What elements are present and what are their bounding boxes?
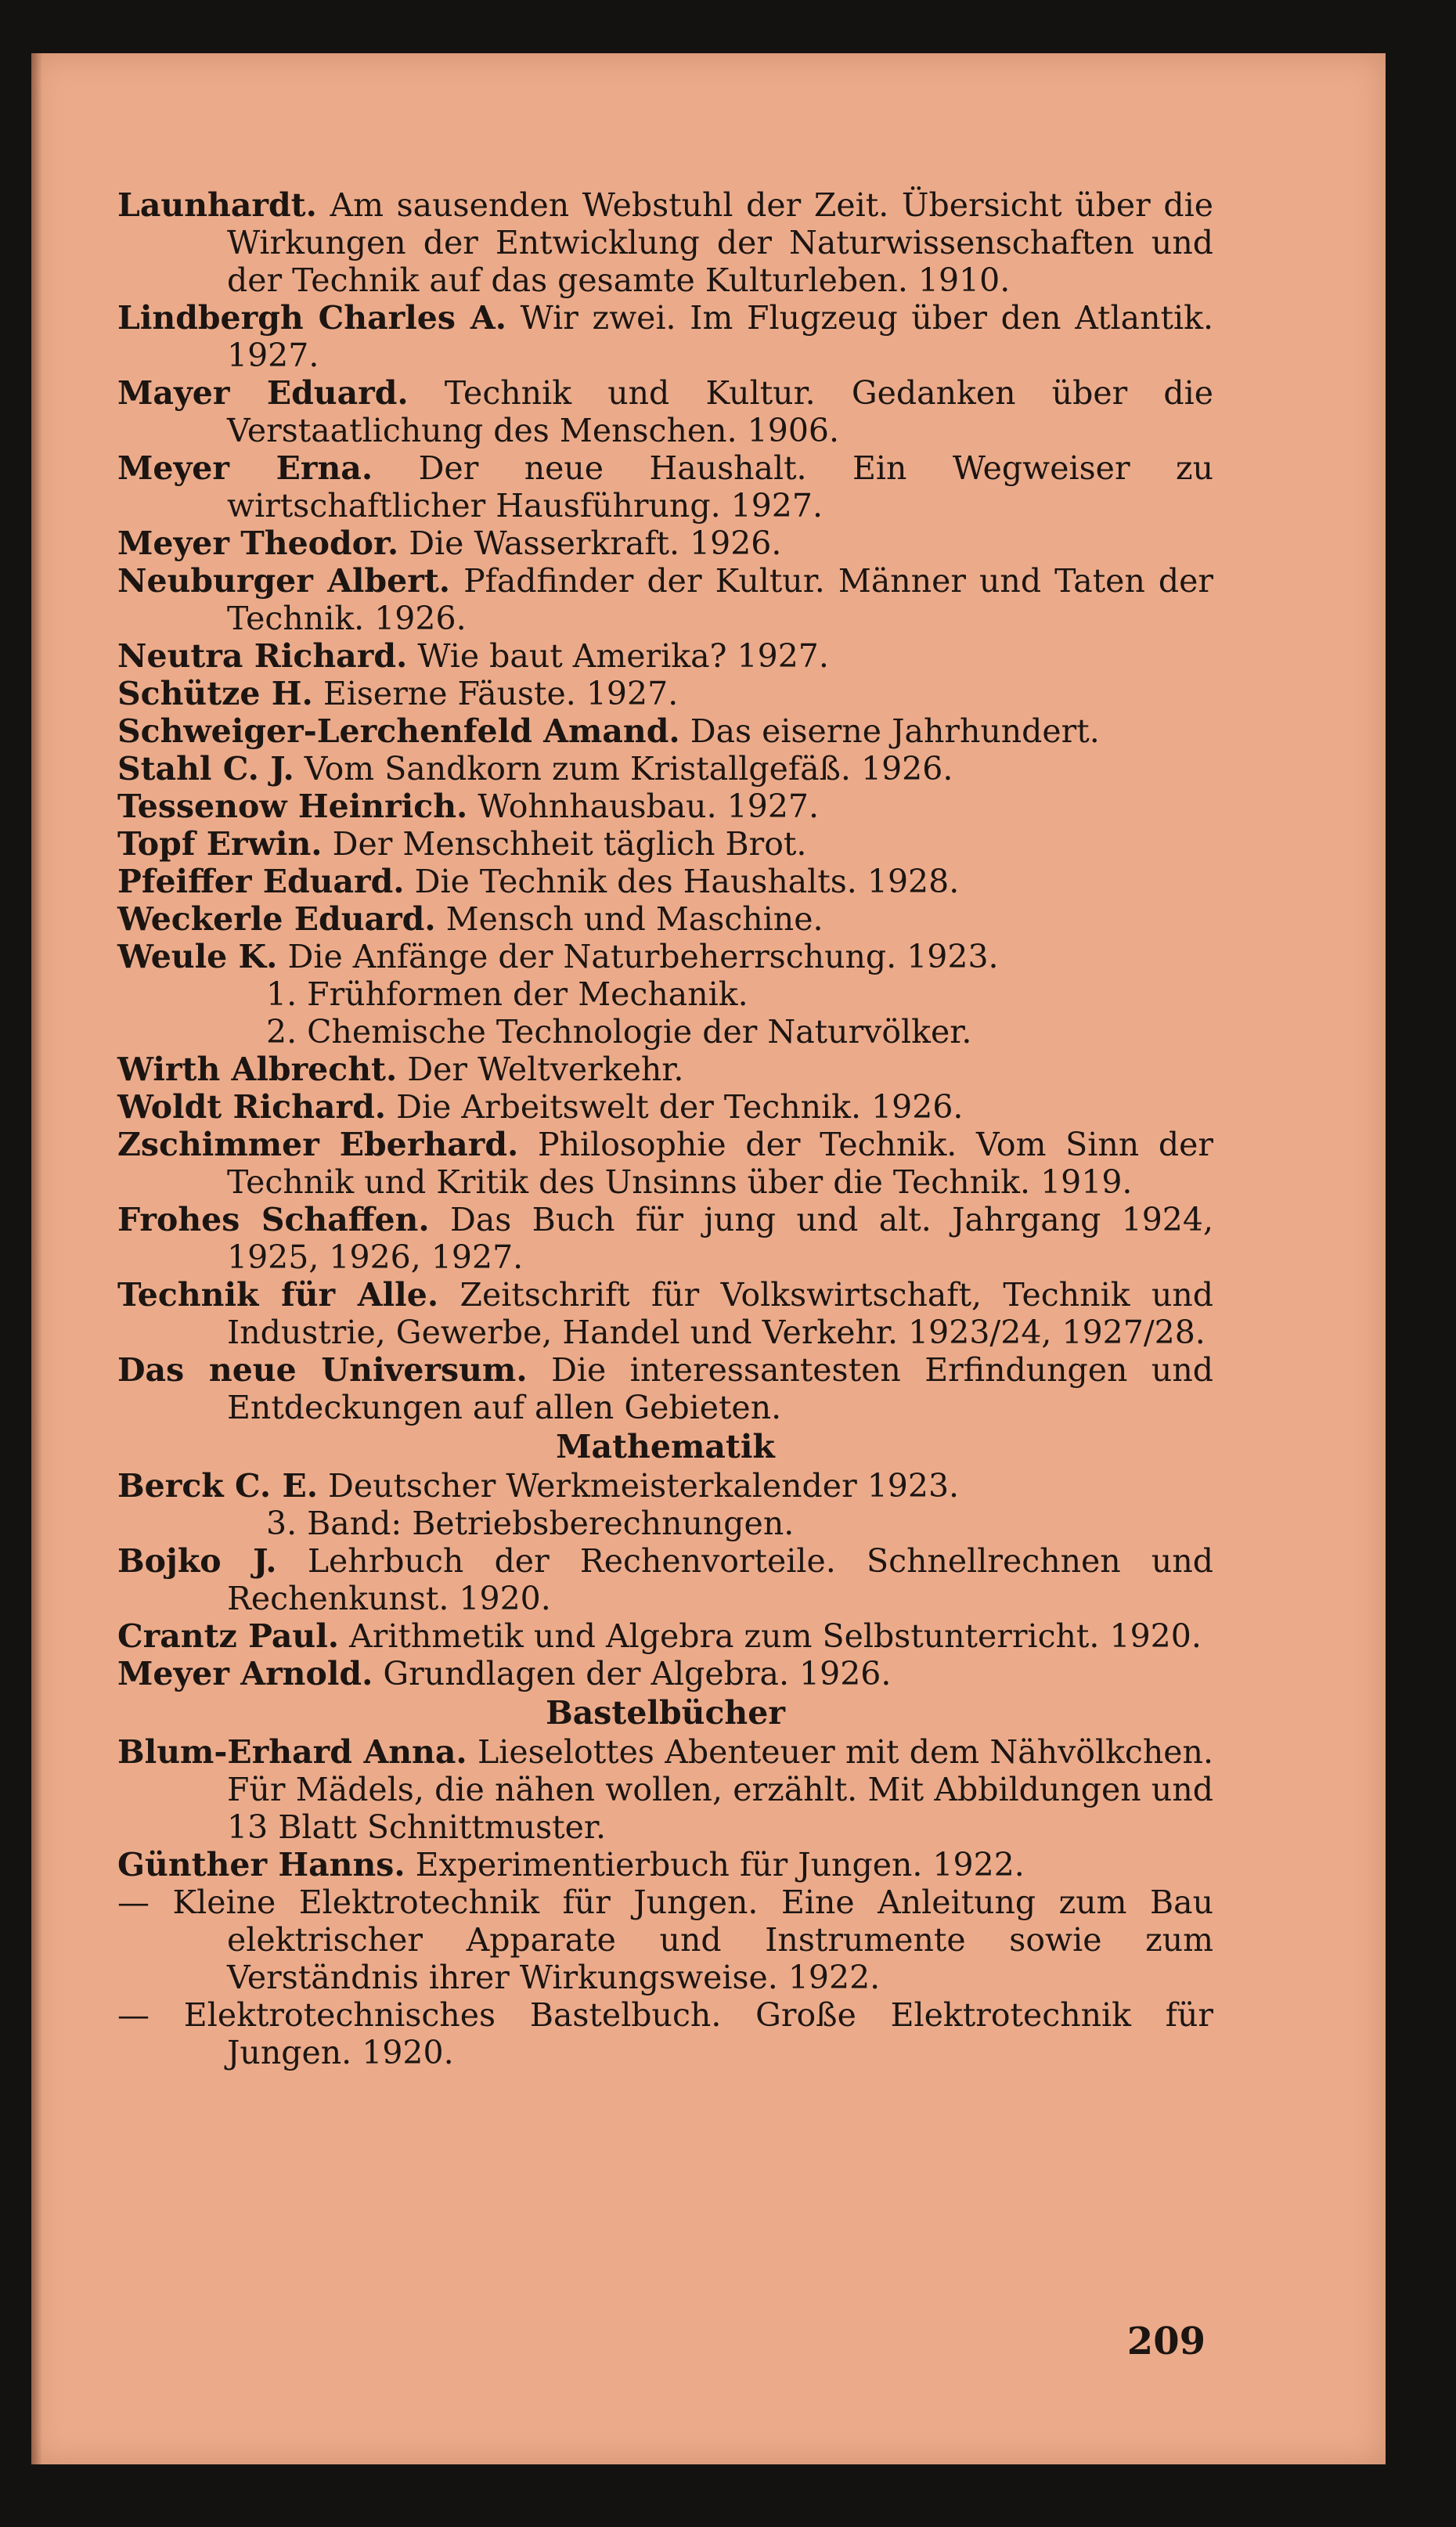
entry-text: Vom Sandkorn zum Kristallgefäß. 1926. (304, 750, 953, 788)
entry-text: Wir zwei. Im Flugzeug über den Atlantik. 1927. (227, 299, 1213, 374)
entry-text: Experimentierbuch für Jungen. 1922. (415, 1846, 1025, 1884)
entry-pfeiffer (117, 863, 1213, 900)
entry-text: Das Buch für jung und alt. Jahrgang 1924, 1925, 1926, 1927. (227, 1201, 1213, 1276)
entry-guenther-elektrotechnik (117, 1884, 1213, 1996)
book-page (31, 53, 1386, 2464)
entry-das-neue-universum (117, 1351, 1213, 1426)
entry-text: Kleine Elektrotechnik für Jungen. Eine Anleitung zum Bau elektrischer Apparate und Instrumente sowie zum Verständnis ihrer Wirkungsweise. 1922. (172, 1884, 1213, 1996)
entry-dash: — (117, 1884, 150, 1921)
entry-blum-erhard (117, 1733, 1213, 1846)
entry-author: Meyer Erna. (117, 449, 373, 487)
entry-text: Zeitschrift für Volkswirtschaft, Technik und Industrie, Gewerbe, Handel und Verkehr. 1923/24, 1927/28. (227, 1276, 1213, 1351)
entry-topf (117, 825, 1213, 863)
entry-neutra (117, 637, 1213, 675)
entry-text: Technik und Kultur. Gedanken über die Verstaatlichung des Menschen. 1906. (227, 374, 1213, 449)
entry-berck (117, 1467, 1213, 1505)
entry-crantz (117, 1617, 1213, 1655)
entry-text: Pfadfinder der Kultur. Männer und Taten der Technik. 1926. (227, 562, 1213, 637)
entry-meyer-theodor (117, 525, 1213, 562)
entry-author: Neutra Richard. (117, 637, 408, 675)
entry-text: Das eiserne Jahrhundert. (690, 712, 1100, 750)
entry-author: Weule K. (117, 938, 278, 975)
entry-schuetze (117, 675, 1213, 712)
entry-text: Lehrbuch der Rechenvorteile. Schnellrechnen und Rechenkunst. 1920. (227, 1542, 1213, 1617)
entry-author: Pfeiffer Eduard. (117, 863, 405, 900)
entry-author: Lindbergh Charles A. (117, 299, 506, 337)
entry-text: Die Technik des Haushalts. 1928. (414, 863, 960, 900)
entry-author: Günther Hanns. (117, 1846, 405, 1884)
entry-text: Lieselottes Abenteuer mit dem Nähvölkchen. Für Mädels, die nähen wollen, erzählt. Mit Abbildungen und 13 Blatt Schnittmuster. (227, 1733, 1213, 1846)
entry-author: Technik für Alle. (117, 1276, 439, 1314)
entry-author: Schweiger-Lerchenfeld Amand. (117, 712, 680, 750)
entry-text: Die Anfänge der Naturbeherrschung. 1923. (287, 938, 999, 975)
entry-dash: — (117, 1996, 150, 2034)
entry-author: Tessenow Heinrich. (117, 788, 468, 825)
entry-text: Die interessantesten Erfindungen und Entdeckungen auf allen Gebieten. (227, 1351, 1213, 1426)
entry-author: Mayer Eduard. (117, 374, 409, 412)
section-heading-mathematik: Mathematik (556, 1428, 775, 1465)
entry-meyer-erna (117, 449, 1213, 525)
entry-text: Wohnhausbau. 1927. (478, 788, 820, 825)
entry-launhardt (117, 186, 1213, 299)
entry-text: Mensch und Maschine. (445, 900, 824, 938)
entry-weckerle (117, 900, 1213, 938)
entry-text: Grundlagen der Algebra. 1926. (383, 1655, 892, 1692)
entry-author: Stahl C. J. (117, 750, 294, 788)
entry-author: Bojko J. (117, 1542, 277, 1580)
entry-guenther (117, 1846, 1213, 1884)
entry-mayer (117, 374, 1213, 449)
entry-neuburger (117, 562, 1213, 637)
page-number: 209 (1126, 2320, 1206, 2363)
entry-author: Weckerle Eduard. (117, 900, 436, 938)
entry-text: Die Arbeitswelt der Technik. 1926. (396, 1088, 964, 1126)
entry-author: Schütze H. (117, 675, 313, 712)
entry-schweiger (117, 712, 1213, 750)
entry-zschimmer (117, 1126, 1213, 1201)
entry-author: Crantz Paul. (117, 1617, 340, 1655)
entry-subitem: 2. Chemische Technologie der Naturvölker. (266, 1013, 972, 1051)
entry-wirth (117, 1051, 1213, 1088)
entry-text: Elektrotechnisches Bastelbuch. Große Elektrotechnik für Jungen. 1920. (183, 1996, 1213, 2071)
entry-woldt (117, 1088, 1213, 1126)
entry-author: Topf Erwin. (117, 825, 323, 863)
entry-subitem: 3. Band: Betriebsberechnungen. (266, 1505, 795, 1542)
entry-text: Am sausenden Webstuhl der Zeit. Übersicht über die Wirkungen der Entwicklung der Naturwissenschaften und der Technik auf das gesamte Kulturleben. 1910. (227, 186, 1213, 299)
entry-author: Launhardt. (117, 186, 317, 224)
entry-author: Woldt Richard. (117, 1088, 387, 1126)
entry-author: Meyer Theodor. (117, 525, 399, 562)
entry-text: Der Weltverkehr. (407, 1051, 684, 1088)
entry-text: Deutscher Werkmeisterkalender 1923. (328, 1467, 960, 1505)
entry-text: Philosophie der Technik. Vom Sinn der Technik und Kritik des Unsinns über die Technik. 1919. (227, 1126, 1213, 1201)
entry-tessenow (117, 788, 1213, 825)
bibliography-list (117, 186, 1213, 2071)
entry-author: Neuburger Albert. (117, 562, 451, 600)
entry-meyer-arnold (117, 1655, 1213, 1692)
section-heading-bastelbuecher: Bastelbücher (546, 1694, 785, 1732)
entry-author: Das neue Universum. (117, 1351, 528, 1389)
entry-frohes-schaffen (117, 1201, 1213, 1276)
entry-text: Die Wasserkraft. 1926. (409, 525, 782, 562)
spine-shadow (31, 53, 42, 2464)
entry-guenther-bastelbuch (117, 1996, 1213, 2071)
entry-author: Wirth Albrecht. (117, 1051, 398, 1088)
entry-author: Zschimmer Eberhard. (117, 1126, 519, 1163)
entry-author: Blum-Erhard Anna. (117, 1733, 467, 1771)
entry-stahl (117, 750, 1213, 788)
entry-text: Arithmetik und Algebra zum Selbstunterricht. 1920. (349, 1617, 1202, 1655)
entry-technik-fuer-alle (117, 1276, 1213, 1351)
entry-bojko (117, 1542, 1213, 1617)
entry-text: Eiserne Fäuste. 1927. (323, 675, 679, 712)
entry-text: Der Menschheit täglich Brot. (332, 825, 807, 863)
entry-author: Meyer Arnold. (117, 1655, 373, 1692)
entry-lindbergh (117, 299, 1213, 374)
entry-author: Frohes Schaffen. (117, 1201, 430, 1238)
entry-text: Wie baut Amerika? 1927. (417, 637, 829, 675)
entry-text: Der neue Haushalt. Ein Wegweiser zu wirtschaftlicher Hausführung. 1927. (227, 449, 1213, 525)
entry-author: Berck C. E. (117, 1467, 318, 1505)
entry-subitem: 1. Frühformen der Mechanik. (266, 975, 748, 1013)
entry-weule (117, 938, 1213, 975)
